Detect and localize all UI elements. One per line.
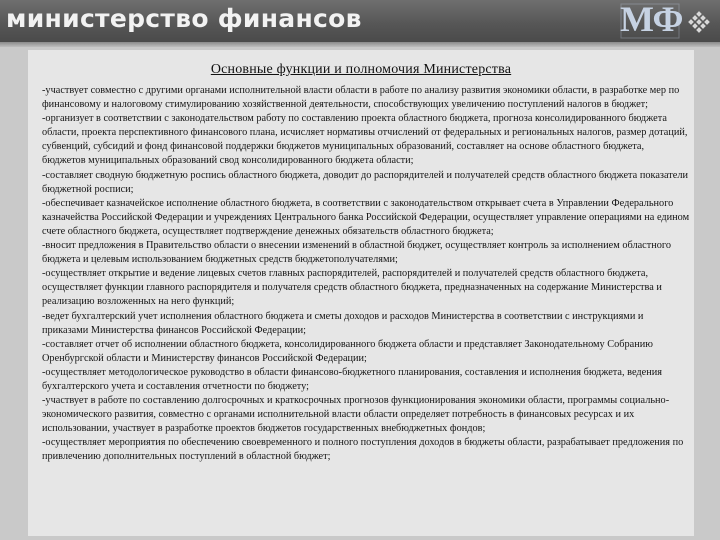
- logo-text: МФ: [620, 0, 683, 39]
- ministry-logo: [620, 1, 682, 41]
- paragraph: -участвует в работе по составлению долгосрочных и краткосрочных прогнозов функционирования экономики области, программы социально-экономического развития, совместно с органами исполнительной власти области определяет потребность в финансовых ресурсах и их использовании, участвует в разработке проектов бюджетов государственных внебюджетных фондов;: [42, 395, 670, 435]
- paragraph: -составляет сводную бюджетную роспись областного бюджета, доводит до распорядителей и получателей средств областного бюджета показатели бюджетной росписи;: [42, 169, 688, 195]
- paragraph: -организует в соответствии с законодательством работу по составлению проекта областного бюджета, прогноза консолидированного бюджета области, проекта перспективного финансового плана, исчисляет нормативы отчислений от федеральных и региональных налогов, размер дотаций, субвенций, субсидий и фонд финансовой поддержки бюджетов муниципальных образований, составляет на основе областного бюджета, бюджетов муниципальных образований свод консолидированного бюджета области;: [42, 113, 688, 167]
- header-bar: [0, 0, 720, 42]
- document-panel: [28, 50, 694, 536]
- ministry-title: министерство финансов: [6, 4, 362, 33]
- document-body: [42, 84, 690, 465]
- paragraph: -вносит предложения в Правительство области о внесении изменений в областной бюджет, осуществляет контроль за исполнением областного бюджета и целевым использованием бюджетных средств бюджетополучателями;: [42, 240, 671, 266]
- paragraph: -осуществляет открытие и ведение лицевых счетов главных распорядителей, распорядителей и получателей средств областного бюджета, осуществляет функции главного распорядителя и получателя средств областного бюджета, предназначенных на содержание Министерства и реализацию возложенных на него функций;: [42, 268, 662, 308]
- paragraph: -осуществляет методологическое руководство в области финансово-бюджетного планирования, составления и исполнения бюджета, ведения бухгалтерского учета и составления отчетности по бюджету;: [42, 366, 662, 392]
- paragraph: -составляет отчет об исполнении областного бюджета, консолидированного бюджета области и представляет Законодательному Собранию Оренбургской области и Министерству финансов Российской Федерации;: [42, 338, 653, 364]
- paragraph: -обеспечивает казначейское исполнение областного бюджета, в соответствии с законодательством открывает счета в Управлении Федерального казначейства Российской Федерации и учреждениях Центрального банка Российской Федерации, осуществляет управление операциями на едином счете областного бюджета, осуществляет подтверждение денежных обязательств областного бюджета;: [42, 197, 690, 237]
- paragraph: -осуществляет мероприятия по обеспечению своевременного и полного поступления доходов в бюджеты области, разрабатывает предложения по привлечению дополнительных поступлений в областной бюджет;: [42, 437, 684, 463]
- page-title: Основные функции и полномочия Министерства: [210, 62, 512, 77]
- paragraph: -ведет бухгалтерский учет исполнения областного бюджета и сметы доходов и расходов Министерства в соответствии с инструкциями и приказами Министерства финансов Российской Федерации;: [42, 310, 644, 336]
- header-divider: [0, 42, 720, 47]
- paragraph: -участвует совместно с другими органами исполнительной власти области в работе по анализу развития экономики области, в разработке мер по финансовому и налоговому стимулированию хозяйственной деятельности, способствующих увеличению поступлений налогов в бюджет;: [42, 85, 680, 111]
- ornament-icon: [688, 11, 710, 33]
